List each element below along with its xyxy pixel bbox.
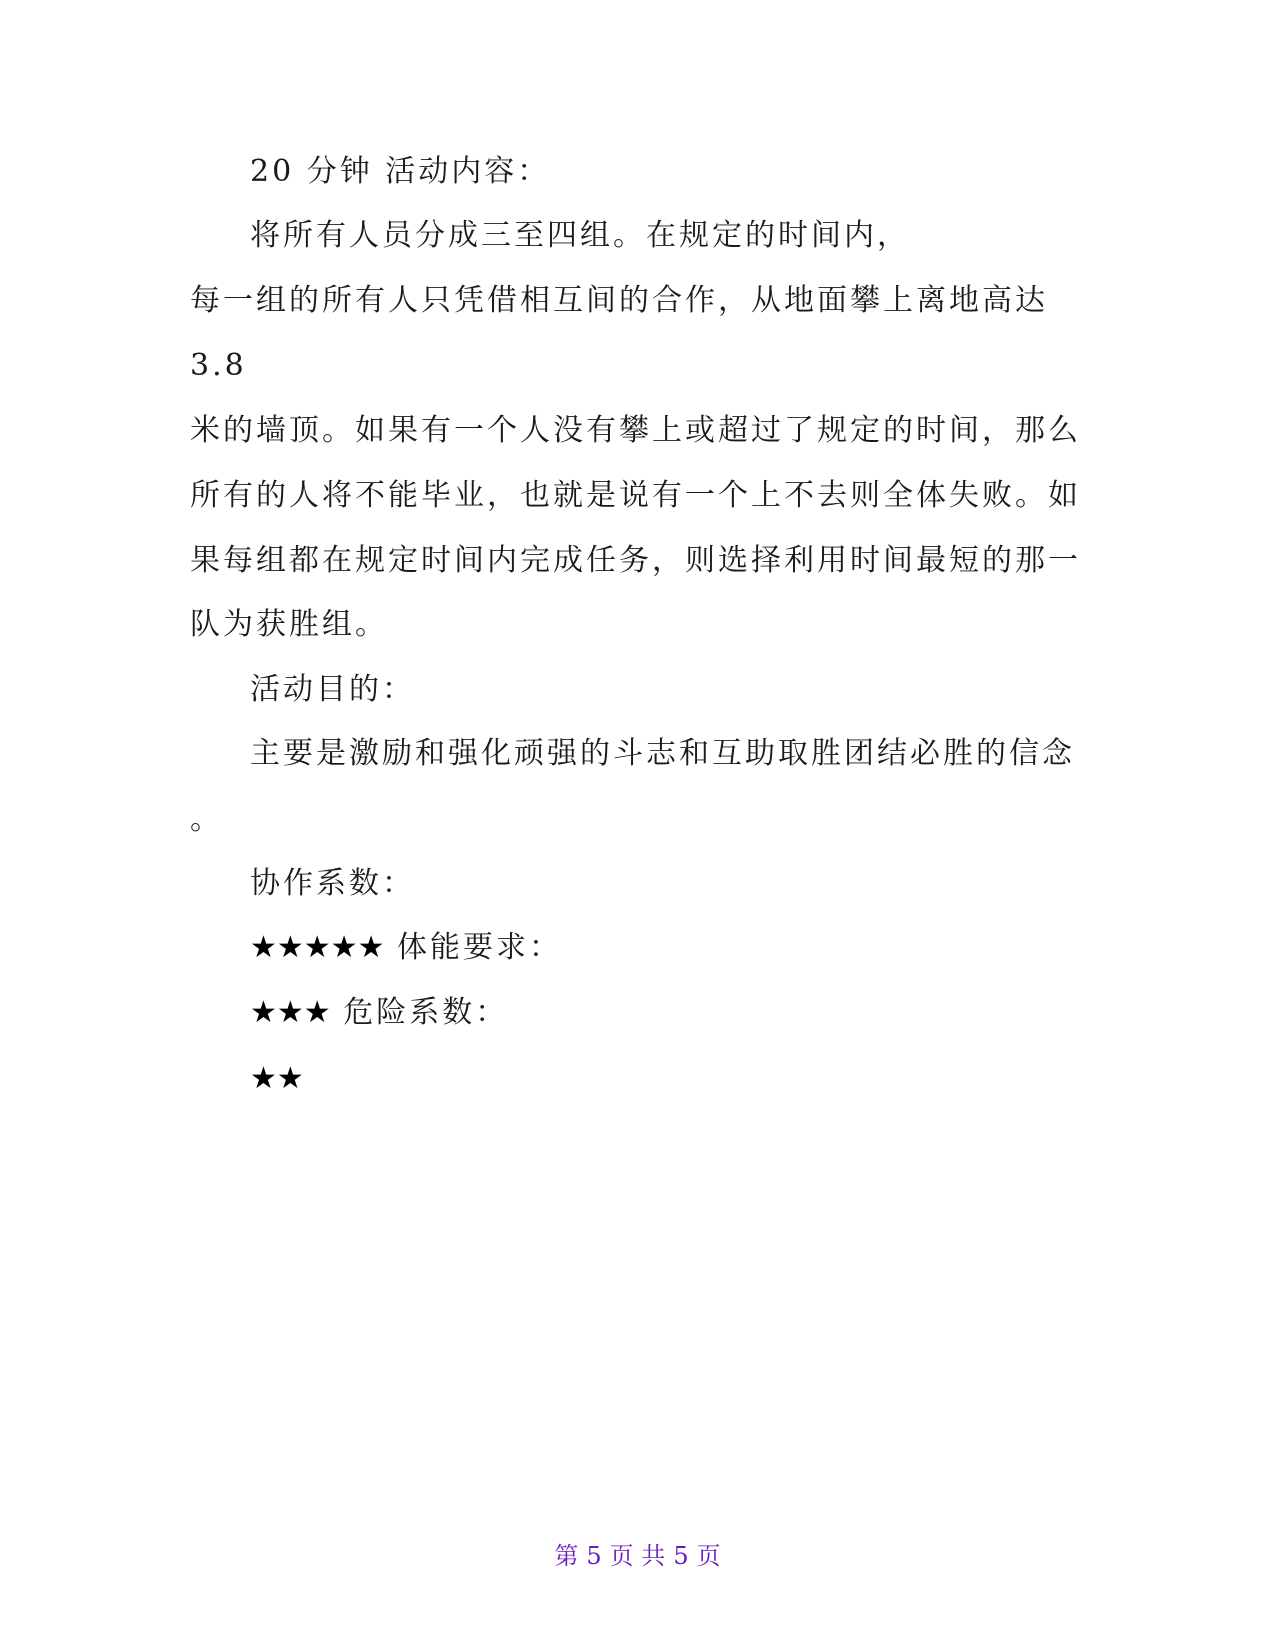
footer-page-number: 5	[586, 1542, 602, 1570]
rating-row-1	[250, 928, 562, 968]
paragraph-purpose: 主要是激励和强化顽强的斗志和互助取胜团结必胜的信念	[250, 736, 1075, 771]
rating-label-danger: 危险系数：	[343, 995, 509, 1030]
star-rating-icon: ★★★	[250, 995, 331, 1030]
rating-row-2	[250, 993, 508, 1033]
footer-middle: 页 共	[609, 1542, 666, 1570]
paragraph-activity-line-5: 果每组都在规定时间内完成任务，则选择利用时间最短的那一	[190, 543, 1081, 578]
heading-activity-purpose: 活动目的：	[250, 672, 415, 707]
star-rating-icon: ★★	[250, 1061, 304, 1096]
paragraph-activity-line-4: 所有的人将不能毕业，也就是说有一个上不去则全体失败。如	[190, 478, 1081, 513]
paragraph-activity-line-2: 每一组的所有人只凭借相互间的合作，从地面攀上离地高达	[190, 283, 1048, 318]
rating-label-fitness: 体能要求：	[397, 930, 563, 965]
footer-total-pages: 5	[673, 1542, 689, 1570]
footer-prefix: 第	[554, 1542, 579, 1570]
heading-cooperation-rating: 协作系数：	[250, 866, 415, 901]
paragraph-activity-line-1: 将所有人员分成三至四组。在规定的时间内，	[250, 218, 910, 253]
paragraph-activity-height: 3.8	[190, 348, 247, 383]
page-number-footer	[0, 1540, 1275, 1572]
paragraph-activity-line-6: 队为获胜组。	[190, 607, 388, 642]
paragraph-purpose-end: 。	[190, 802, 223, 837]
paragraph-duration-content: 20 分钟 活动内容：	[250, 154, 551, 189]
paragraph-activity-line-3: 米的墙顶。如果有一个人没有攀上或超过了规定的时间，那么	[190, 413, 1081, 448]
rating-row-3	[250, 1059, 304, 1099]
footer-suffix: 页	[696, 1542, 721, 1570]
star-rating-icon: ★★★★★	[250, 930, 385, 965]
